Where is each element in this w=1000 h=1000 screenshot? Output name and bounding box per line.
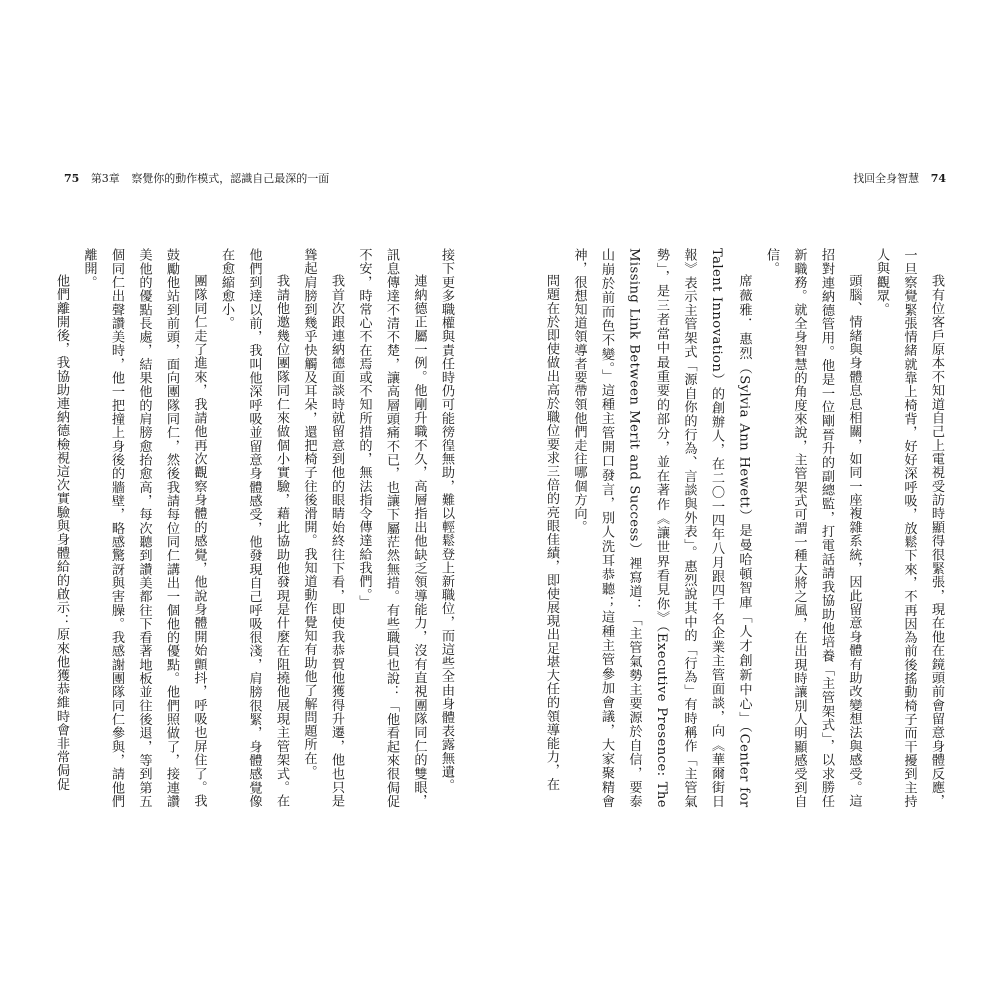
left-paragraph: 連納德正屬一例。他剛升職不久，高層指出他缺乏領導能力，沒有直視團隊同仁的雙眼，訊息傳達不清不楚，讓高層頭痛不已，也讓下屬茫然無措。有些職員也說：「他看起來很侷促不安，時常心不在焉或不知所措的，無法指令傳達給我們。」	[356, 248, 427, 808]
right-paragraph: 問題在於即使做出高於職位要求三倍的亮眼佳績，即使展現出足堪大任的領導能力，在	[544, 274, 559, 792]
right-page-number: 74	[930, 172, 946, 185]
left-paragraph: 我首次跟連納德面談時就留意到他的眼睛始終往下看，即使我恭賀他獲得升遷，他也只是聳起肩膀到幾乎快觸及耳朵，還把椅子往後滑開。我知道動作覺知有助他了解問題所在。	[301, 248, 344, 808]
left-page-number: 75	[64, 172, 80, 185]
right-page	[520, 170, 950, 830]
left-paragraph: 他們離開後，我協助連納德檢視這次實驗與身體給的啟示：原來他獲恭維時會非常侷促	[54, 274, 69, 792]
right-page-body	[520, 248, 950, 808]
right-page-header	[849, 170, 950, 190]
right-running-title: 找回全身智慧	[853, 172, 920, 185]
left-page-header	[60, 170, 333, 190]
right-paragraph: 席薇雅．惠烈（Sylvia Ann Hewett）是曼哈頓智庫「人才創新中心」（Center for Talent Innovation）的創辦人，在二〇一四年八月跟四千名企業主管面談，向《華爾街日報》表示主管架式「源自你的行為、言談與外表」。惠烈說其中的「行為」有時稱作「主管氣勢」，是三者當中最重要的部分，並在著作《讓世界看見你》（Executive Presence: The Missing Link Between Merit and Success）裡寫道：「主管氣勢主要源於自信，要泰山崩於前而色不變。」這種主管開口發言，別人洗耳恭聽；這種主管參加會議，大家聚精會神，很想知道領導者要帶領他們走往哪個方向。	[571, 248, 752, 808]
left-paragraph: 接下更多職權與責任時仍可能徬徨無助，難以輕鬆登上新職位，而這些全由身體表露無遺。	[439, 248, 454, 792]
left-page-body	[54, 248, 460, 808]
right-paragraph: 我有位客戶原本不知道自己上電視受訪時顯得很緊張，現在他在鏡頭前會留意身體反應，一旦察覺緊張情緒就靠上椅背，好好深呼吸，放鬆下來，不再因為前後搖動椅子而干擾到主持人與觀眾。	[874, 248, 944, 808]
left-paragraph: 我請他邀幾位團隊同仁來做個小實驗，藉此協助他發現是什麼在阻撓他展現主管架式。在他們到達以前，我叫他深呼吸並留意身體感受，他發現自己呼吸很淺，肩膀很緊，身體感覺像在愈縮愈小。	[219, 248, 289, 808]
left-chapter-label: 第3章	[90, 172, 120, 185]
left-paragraph: 團隊同仁走了進來，我請他再次觀察身體的感覺，他說身體開始顫抖，呼吸也屏住了。我鼓勵他站到前頭，面向團隊同仁，然後我請每位同仁講出一個他的優點。他們照做了，接連讚美他的優點長處，結果他的肩膀愈抬愈高，每次聽到讚美都往下看著地板並往後退，等到第五個同仁出聲讚美時，他一把撞上身後的牆壁，略感驚訝與害臊。我感謝團隊同仁參與，請他們離開。	[81, 248, 207, 808]
left-running-title: 察覺你的動作模式，認識自己最深的一面	[131, 172, 330, 185]
right-paragraph: 頭腦、情緒與身體息息相關，如同一座複雜系統，因此留意身體有助改變想法與感受。這招對連納德管用。他是一位剛晉升的副總監，打電話請我協助他培養「主管架式」，以求勝任新職務。就全身智慧的角度來說，主管架式可謂一種大將之風，在出現時讓別人明顯感受到自信。	[764, 248, 862, 808]
left-page	[54, 170, 460, 830]
